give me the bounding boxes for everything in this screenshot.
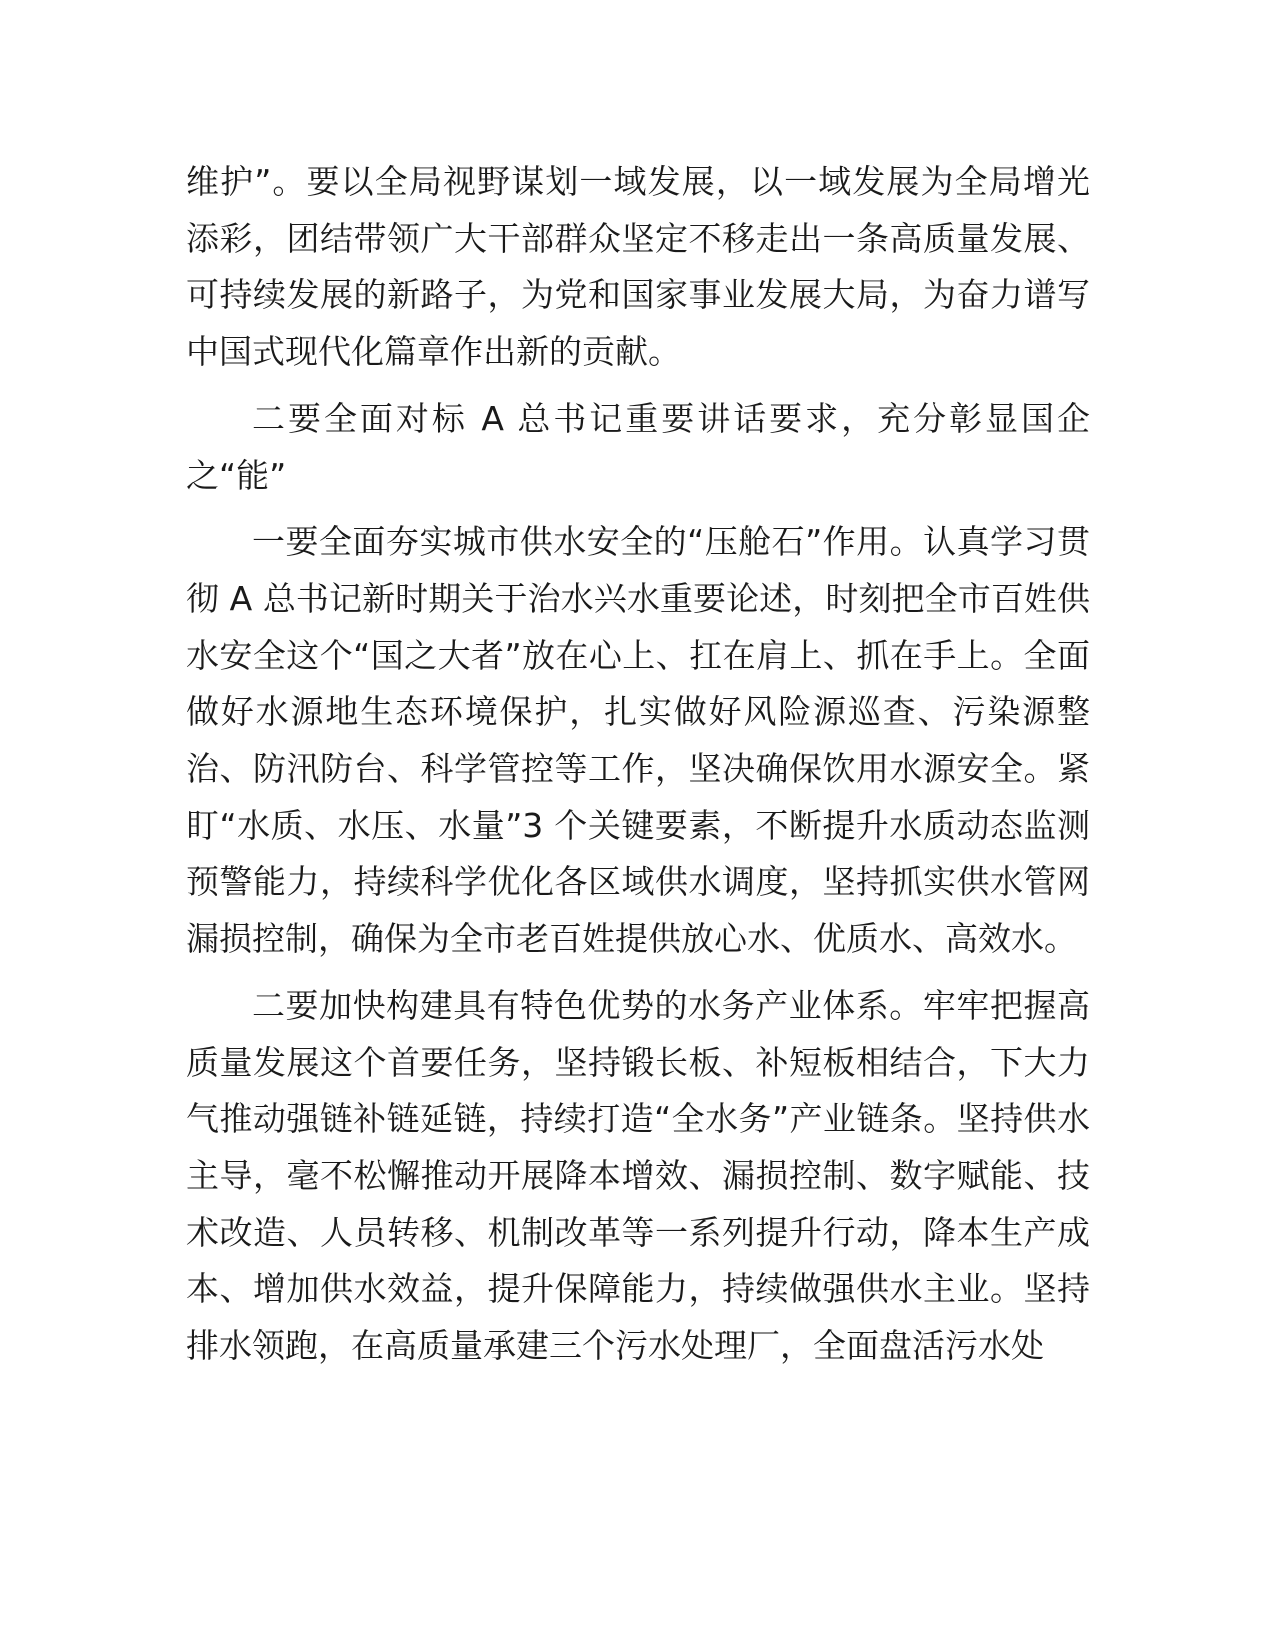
paragraph-industry-system: 二要加快构建具有特色优势的水务产业体系。牢牢把握高质量发展这个首要任务，坚持锻长板、补短板相结合，下大力气推动强链补链延链，持续打造“全水务”产业链条。坚持供水主导，毫不松懈推动开展降本增效、漏损控制、数字赋能、技术改造、人员转移、机制改革等一系列提升行动，降本生产成本、增加供水效益，提升保障能力，持续做强供水主业。坚持排水领跑，在高质量承建三个污水处理厂，全面盘活污水处: [186, 985, 1090, 1366]
paragraph-section-heading: 二要全面对标 A 总书记重要讲话要求，充分彰显国企之“能”: [186, 398, 1090, 495]
paragraph-water-safety: 一要全面夯实城市供水安全的“压舱石”作用。认真学习贯彻 A 总书记新时期关于治水兴水重要论述，时刻把全市百姓供水安全这个“国之大者”放在心上、扛在肩上、抓在手上。全面做好水源地生态环境保护，扎实做好风险源巡查、污染源整治、防汛防台、科学管控等工作，坚决确保饮用水源安全。紧盯“水质、水压、水量”3 个关键要素，不断提升水质动态监测预警能力，持续科学优化各区域供水调度，坚持抓实供水管网漏损控制，确保为全市老百姓提供放心水、优质水、高效水。: [186, 522, 1090, 959]
body-text: [186, 154, 1090, 1375]
paragraph-continuation: 维护”。要以全局视野谋划一域发展，以一域发展为全局增光添彩，团结带领广大干部群众坚定不移走出一条高质量发展、可持续发展的新路子，为党和国家事业发展大局，为奋力谱写中国式现代化篇章作出新的贡献。: [186, 162, 1090, 372]
